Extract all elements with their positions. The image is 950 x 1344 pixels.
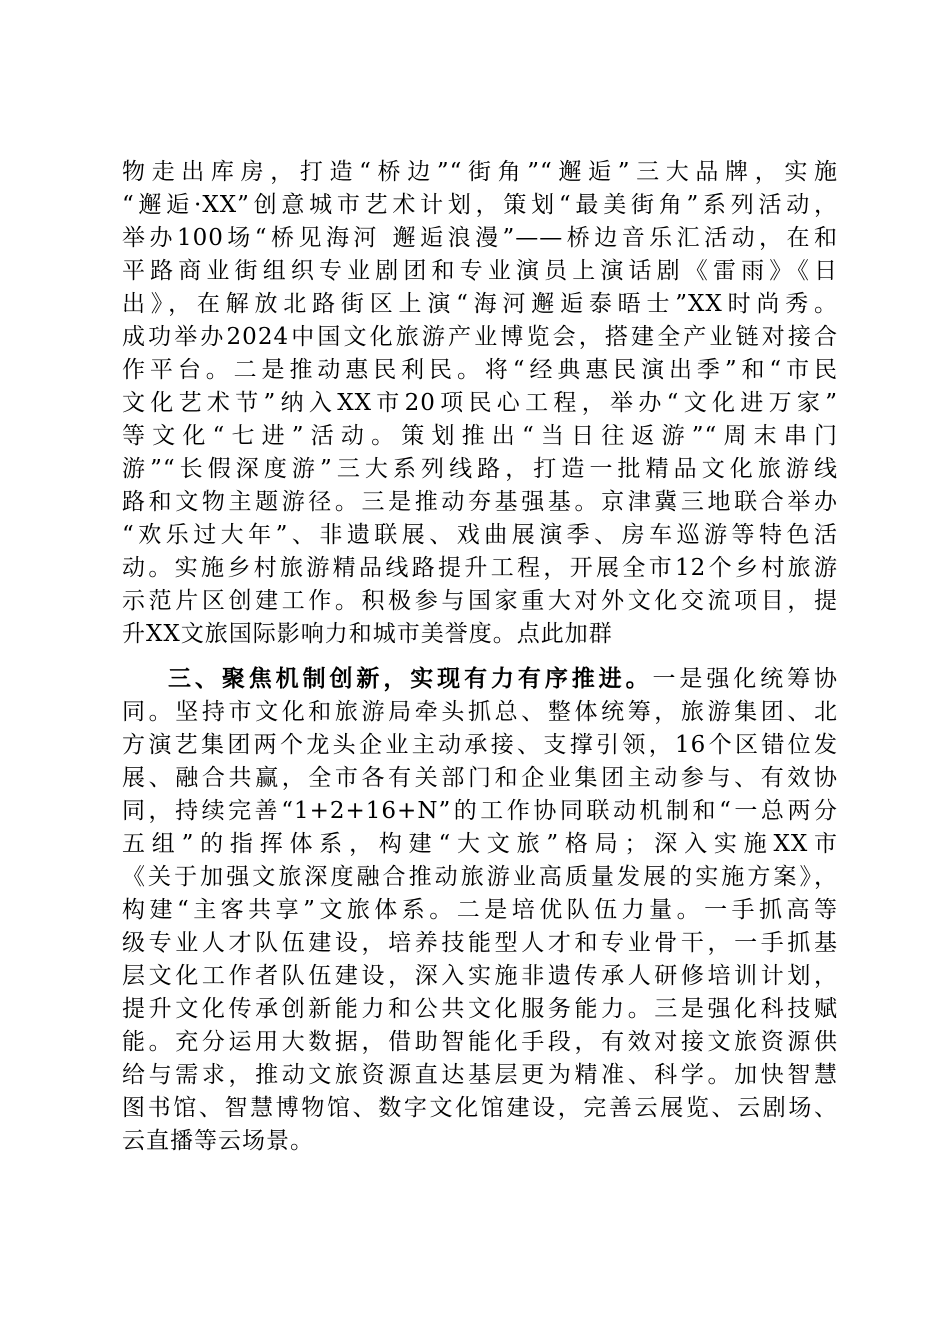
paragraph-line: 同。坚持市文化和旅游局牵头抓总、整体统筹，旅游集团、北: [122, 699, 838, 725]
paragraph-line: 五组”的指挥体系，构建“大文旅”格局；深入实施XX市: [122, 831, 838, 857]
paragraph-line: 路和文物主题游径。三是推动夯基强基。京津冀三地联合举办: [122, 489, 838, 515]
paragraph-line: 构建“主客共享”文旅体系。二是培优队伍力量。一手抓高等: [122, 897, 838, 923]
paragraph-line: 能。充分运用大数据，借助智能化手段，有效对接文旅资源供: [122, 1029, 838, 1055]
paragraph-line: 级专业人才队伍建设，培养技能型人才和专业骨干，一手抓基: [122, 930, 838, 956]
paragraph-line: 图书馆、智慧博物馆、数字文化馆建设，完善云展览、云剧场、: [122, 1095, 838, 1121]
paragraph-line: 游”“长假深度游”三大系列线路，打造一批精品文化旅游线: [122, 456, 838, 482]
paragraph-line: 层文化工作者队伍建设，深入实施非遗传承人研修培训计划，: [122, 963, 838, 989]
section-heading: 三、聚焦机制创新，实现有力有序推进。: [168, 665, 653, 692]
paragraph-line: 《关于加强文旅深度融合推动旅游业高质量发展的实施方案》，: [122, 864, 838, 890]
paragraph-line: 文化艺术节”纳入XX市20项民心工程，举办“文化进万家”: [122, 390, 838, 416]
paragraph-line: 示范片区创建工作。积极参与国家重大对外文化交流项目，提: [122, 588, 838, 614]
paragraph-line: “欢乐过大年”、非遗联展、戏曲展演季、房车巡游等特色活: [122, 522, 838, 548]
paragraph-line: 平路商业街组织专业剧团和专业演员上演话剧《雷雨》《日: [122, 258, 838, 284]
paragraph-line: 云直播等云场景。: [122, 1128, 314, 1154]
section-heading-line: [168, 663, 838, 695]
paragraph-text: 一是强化统筹协: [652, 666, 839, 692]
paragraph-line: 展、融合共赢，全市各有关部门和企业集团主动参与、有效协: [122, 765, 838, 791]
paragraph-line: 动。实施乡村旅游精品线路提升工程，开展全市12个乡村旅游: [122, 555, 838, 581]
paragraph-line: 方演艺集团两个龙头企业主动承接、支撑引领，16个区错位发: [122, 732, 838, 758]
paragraph-line: 物走出库房，打造“桥边”“街角”“邂逅”三大品牌，实施: [122, 159, 838, 185]
paragraph-line: 出》，在解放北路街区上演“海河邂逅泰晤士”XX时尚秀。: [122, 291, 838, 317]
paragraph-line: 升XX文旅国际影响力和城市美誉度。点此加群: [122, 621, 613, 647]
paragraph-line: 作平台。二是推动惠民利民。将“经典惠民演出季”和“市民: [122, 357, 838, 383]
paragraph-line: 提升文化传承创新能力和公共文化服务能力。三是强化科技赋: [122, 996, 838, 1022]
paragraph-line: 举办100场“桥见海河 邂逅浪漫”——桥边音乐汇活动，在和: [122, 225, 838, 251]
paragraph-line: “邂逅·XX”创意城市艺术计划，策划“最美街角”系列活动，: [122, 192, 838, 218]
paragraph-line: 成功举办2024中国文化旅游产业博览会，搭建全产业链对接合: [122, 324, 838, 350]
paragraph-line: 同，持续完善“1+2+16+N”的工作协同联动机制和“一总两分: [122, 798, 838, 824]
paragraph-line: 等文化“七进”活动。策划推出“当日往返游”“周末串门: [122, 423, 838, 449]
paragraph-line: 给与需求，推动文旅资源直达基层更为精准、科学。加快智慧: [122, 1062, 838, 1088]
